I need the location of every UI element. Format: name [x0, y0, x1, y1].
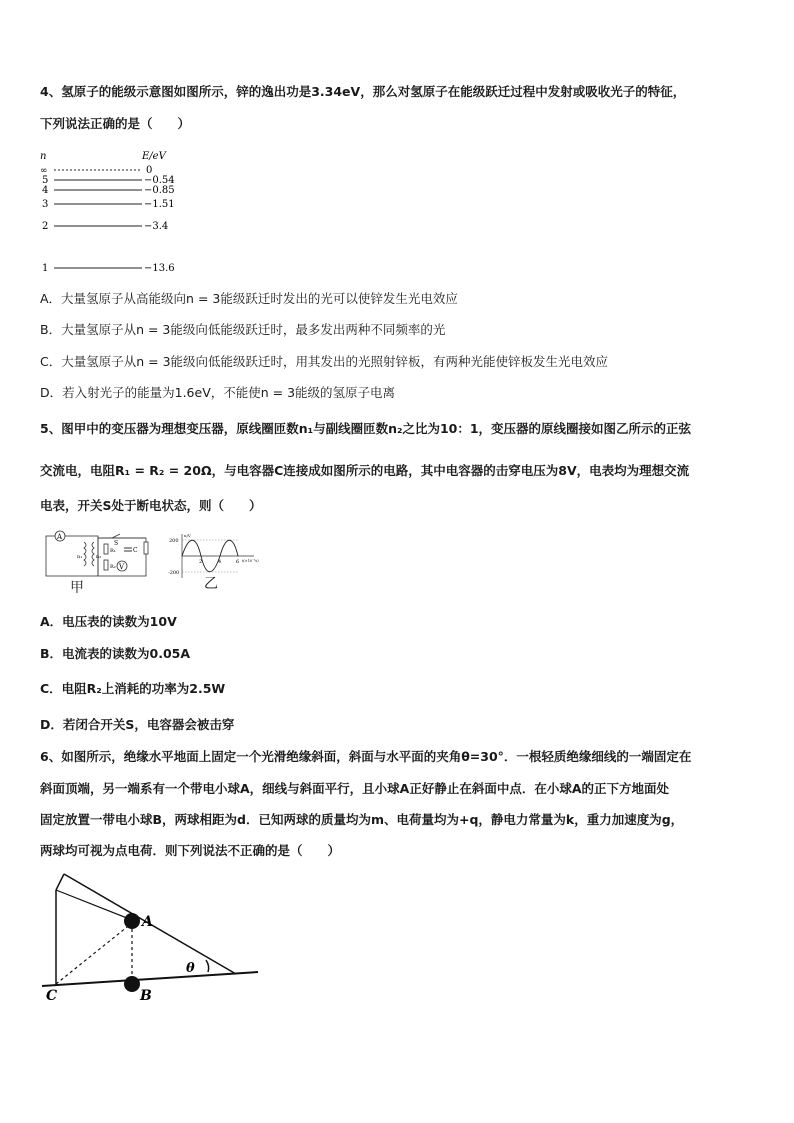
ground-line: [42, 972, 258, 986]
n2-label: n₂: [96, 554, 102, 560]
level-e-1: −13.6: [144, 263, 175, 274]
q5-option-d: D．若闭合开关S，电容器会被击穿: [40, 717, 235, 732]
voltmeter-label: V: [119, 563, 125, 571]
q6-stem-line3: 固定放置一带电小球B，两球相距为d．已知两球的质量均为m、电荷量均为+q，静电力常量为k，重力加速度为g，: [40, 812, 684, 827]
energy-level-diagram: [34, 146, 194, 278]
ball-b: [124, 976, 140, 992]
q6-stem-line1: 6、如图所示，绝缘水平地面上固定一个光滑绝缘斜面，斜面与水平面的夹角θ=30°．一根轻质绝缘细线的一端固定在: [40, 749, 692, 764]
angle-arc: [206, 960, 209, 972]
q6-stem-line2: 斜面顶端，另一端系有一个带电小球A，细线与斜面平行，且小球A正好静止在斜面中点．在小球A的正下方地面处: [40, 781, 670, 796]
dashed-c-to-a: [56, 923, 132, 984]
graph-x-tick-2: 2: [199, 559, 203, 565]
n1-label: n₁: [77, 554, 83, 560]
incline-top-cap: [56, 874, 64, 890]
graph-y-unit: u/V: [184, 533, 191, 538]
fig-yi-label: 乙: [204, 576, 218, 592]
q4-option-b: B．大量氢原子从n = 3能级向低能级跃迁时，最多发出两种不同频率的光: [40, 322, 446, 337]
level-e-5: −0.54: [144, 175, 175, 186]
graph-x-tick-4: 4: [218, 559, 222, 565]
label-a: A: [142, 914, 153, 930]
q5-stem-line2: 交流电，电阻R₁ = R₂ = 20Ω，与电容器C连接成如图所示的电路，其中电容器的击穿电压为8V，电表均为理想交流: [40, 463, 690, 478]
graph-x-tick-6: 6: [236, 559, 240, 565]
q4-stem-line1: 4、氢原子的能级示意图如图所示，锌的逸出功是3.34eV，那么对氢原子在能级跃迁过程中发射或吸收光子的特征，: [40, 84, 686, 99]
q5-option-b: B．电流表的读数为0.05A: [40, 646, 191, 661]
label-c: C: [46, 988, 58, 1004]
level-n-1: 1: [42, 263, 49, 274]
transformer-circuit-diagram: [40, 528, 170, 600]
level-e-inf: 0: [146, 165, 153, 176]
q5-option-c: C．电阻R₂上消耗的功率为2.5W: [40, 681, 226, 696]
q5-stem-line3: 电表，开关S处于断电状态，则（ ）: [40, 498, 262, 513]
q4-option-c: C．大量氢原子从n = 3能级向低能级跃迁时，用其发出的光照射锌板，有两种光能使锌板发生光电效应: [40, 354, 609, 369]
q4-option-d: D．若入射光子的能量为1.6eV，不能使n = 3能级的氢原子电离: [40, 385, 396, 400]
label-theta: θ: [186, 961, 195, 976]
level-n-5: 5: [42, 175, 49, 186]
n-header: n: [40, 151, 47, 162]
graph-y-top: 200: [169, 538, 179, 544]
level-n-3: 3: [42, 199, 49, 210]
level-n-4: 4: [42, 185, 49, 196]
level-n-inf: ∞: [40, 166, 48, 176]
r2-label: R₂: [110, 564, 116, 570]
level-e-2: −3.4: [144, 221, 169, 232]
q5-option-a: A．电压表的读数为10V: [40, 614, 177, 629]
capacitor-label: C: [133, 547, 138, 554]
switch-label: S: [114, 540, 119, 547]
level-e-4: −0.85: [144, 185, 175, 196]
level-e-3: −1.51: [144, 199, 175, 210]
q4-stem-line2: 下列说法正确的是（ ）: [40, 116, 191, 131]
r1-label: R₁: [110, 548, 116, 554]
ammeter-label: A: [57, 533, 63, 541]
incline-diagram: [36, 868, 266, 1008]
ball-a: [124, 913, 140, 929]
thread-line: [56, 890, 132, 920]
q6-stem-line4: 两球均可视为点电荷．则下列说法不正确的是（ ）: [40, 843, 341, 858]
label-b: B: [140, 988, 152, 1004]
q5-stem-line1: 5、图甲中的变压器为理想变压器，原线圈匝数n₁与副线圈匝数n₂之比为10：1，变压器的原线圈接如图乙所示的正弦: [40, 421, 692, 436]
e-header: E/eV: [142, 151, 166, 162]
q4-option-a: A．大量氢原子从高能级向n = 3能级跃迁时发出的光可以使锌发生光电效应: [40, 291, 458, 306]
graph-y-bottom: -200: [168, 570, 180, 576]
level-n-2: 2: [42, 221, 49, 232]
graph-x-unit: t(×10⁻²s): [242, 559, 259, 563]
sine-voltage-graph: [168, 532, 263, 580]
fig-jia-label: 甲: [70, 580, 84, 596]
